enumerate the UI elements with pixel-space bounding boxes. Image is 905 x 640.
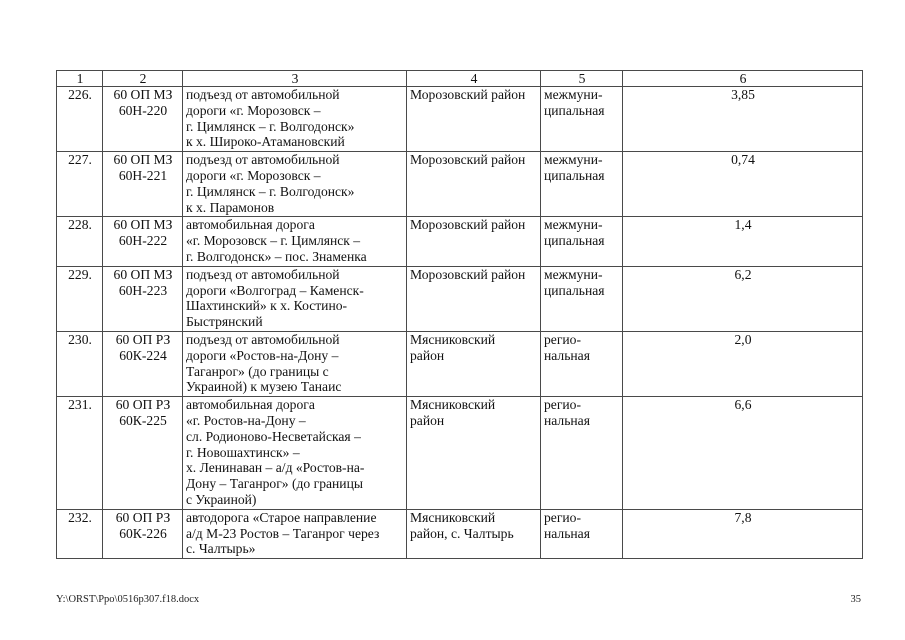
category-cell-line: регио- xyxy=(544,397,582,413)
length-cell: 6,6 xyxy=(623,397,863,510)
category-cell-line: межмуни- xyxy=(544,87,603,102)
row-number-cell: 230. xyxy=(57,331,103,396)
category-cell-line: регио- xyxy=(544,331,582,347)
table-row xyxy=(57,397,863,510)
road-code-cell-line: 60К-225 xyxy=(119,412,167,428)
district-cell-line: Мясниковский xyxy=(410,331,496,347)
road-code-cell xyxy=(103,331,183,396)
header-cell: 3 xyxy=(183,71,407,87)
road-name-cell-line: х. Ленинаван – а/д «Ростов-на- xyxy=(186,460,365,476)
road-name-cell-line: дороги «г. Морозовск – xyxy=(186,167,321,183)
road-name-cell-line: подъезд от автомобильной xyxy=(186,331,340,347)
road-name-cell xyxy=(183,266,407,331)
district-cell xyxy=(407,509,541,558)
road-name-cell-line: г. Цимлянск – г. Волгодонск» xyxy=(186,118,355,134)
table-row xyxy=(57,152,863,217)
row-number-cell: 228. xyxy=(57,217,103,266)
road-name-cell-line: «г. Ростов-на-Дону – xyxy=(186,412,306,428)
road-name-cell xyxy=(183,509,407,558)
category-cell xyxy=(541,397,623,510)
category-cell-line: регио- xyxy=(544,509,582,525)
road-code-cell-line: 60Н-220 xyxy=(118,102,168,118)
table-row xyxy=(57,217,863,266)
road-code-cell-line: 60 ОП МЗ xyxy=(113,266,173,282)
district-cell-line: район xyxy=(410,347,445,363)
table-row xyxy=(57,87,863,152)
table-row xyxy=(57,266,863,331)
road-name-cell-line: подъезд от автомобильной xyxy=(186,266,340,282)
category-cell-line: ципальная xyxy=(544,282,605,298)
table-row xyxy=(57,509,863,558)
road-code-cell-line: 60Н-221 xyxy=(118,167,168,183)
road-code-cell-line: 60 ОП МЗ xyxy=(113,87,173,102)
row-number-cell: 231. xyxy=(57,397,103,510)
road-name-cell-line: сл. Родионово-Несветайская – xyxy=(186,428,361,444)
category-cell-line: межмуни- xyxy=(544,152,603,168)
road-name-cell-line: автомобильная дорога xyxy=(186,217,315,233)
road-name-cell xyxy=(183,152,407,217)
length-cell: 1,4 xyxy=(623,217,863,266)
road-code-cell-line: 60 ОП РЗ xyxy=(115,397,171,413)
roads-table xyxy=(56,70,863,559)
category-cell xyxy=(541,266,623,331)
road-name-cell-line: Дону – Таганрог» (до границы xyxy=(186,476,363,492)
road-name-cell xyxy=(183,331,407,396)
district-cell-line: Морозовский район xyxy=(410,217,526,233)
road-code-cell-line: 60 ОП МЗ xyxy=(113,152,173,168)
district-cell-line: район xyxy=(410,412,445,428)
road-name-cell-line: с. Чалтырь» xyxy=(186,541,256,557)
category-cell xyxy=(541,152,623,217)
length-cell: 0,74 xyxy=(623,152,863,217)
header-cell: 2 xyxy=(103,71,183,87)
length-cell: 7,8 xyxy=(623,509,863,558)
category-cell-line: нальная xyxy=(544,412,590,428)
category-cell-line: нальная xyxy=(544,525,590,541)
footer-page-number: 35 xyxy=(850,594,861,605)
district-cell xyxy=(407,217,541,266)
table-row xyxy=(57,331,863,396)
length-cell: 3,85 xyxy=(623,87,863,152)
road-code-cell-line: 60Н-222 xyxy=(118,233,168,249)
category-cell-line: ципальная xyxy=(544,102,605,118)
road-name-cell-line: г. Волгодонск» – пос. Знаменка xyxy=(186,248,367,264)
road-name-cell-line: Украиной) к музею Танаис xyxy=(186,379,342,395)
road-code-cell xyxy=(103,217,183,266)
road-code-cell xyxy=(103,152,183,217)
category-cell xyxy=(541,509,623,558)
length-cell: 2,0 xyxy=(623,331,863,396)
district-cell xyxy=(407,397,541,510)
road-name-cell-line: к х. Парамонов xyxy=(186,199,275,215)
district-cell xyxy=(407,331,541,396)
road-code-cell-line: 60К-224 xyxy=(119,347,167,363)
road-code-cell-line: 60 ОП РЗ xyxy=(115,509,171,525)
road-name-cell-line: «г. Морозовск – г. Цимлянск – xyxy=(186,233,361,249)
road-code-cell xyxy=(103,397,183,510)
road-name-cell-line: а/д М-23 Ростов – Таганрог через xyxy=(186,525,380,541)
road-name-cell-line: г. Новошахтинск» – xyxy=(186,444,300,460)
district-cell-line: район, с. Чалтырь xyxy=(410,525,514,541)
district-cell xyxy=(407,87,541,152)
header-cell: 4 xyxy=(407,71,541,87)
road-name-cell-line: г. Цимлянск – г. Волгодонск» xyxy=(186,183,355,199)
length-cell: 6,2 xyxy=(623,266,863,331)
category-cell-line: межмуни- xyxy=(544,217,603,233)
road-name-cell xyxy=(183,217,407,266)
district-cell-line: Мясниковский xyxy=(410,397,496,413)
district-cell xyxy=(407,152,541,217)
road-code-cell-line: 60 ОП МЗ xyxy=(113,217,173,233)
category-cell-line: ципальная xyxy=(544,167,605,183)
road-name-cell-line: Шахтинский» к х. Костино- xyxy=(186,298,348,314)
category-cell xyxy=(541,217,623,266)
road-code-cell xyxy=(103,266,183,331)
district-cell xyxy=(407,266,541,331)
road-code-cell xyxy=(103,509,183,558)
road-name-cell-line: Таганрог» (до границы с xyxy=(186,363,329,379)
road-name-cell-line: подъезд от автомобильной xyxy=(186,87,340,102)
table-header-row xyxy=(57,71,863,87)
district-cell-line: Мясниковский xyxy=(410,509,496,525)
header-cell: 6 xyxy=(623,71,863,87)
road-code-cell xyxy=(103,87,183,152)
district-cell-line: Морозовский район xyxy=(410,87,526,102)
district-cell-line: Морозовский район xyxy=(410,266,526,282)
road-code-cell-line: 60Н-223 xyxy=(118,282,168,298)
category-cell xyxy=(541,331,623,396)
road-name-cell-line: дороги «г. Морозовск – xyxy=(186,102,321,118)
road-name-cell-line: дороги «Ростов-на-Дону – xyxy=(186,347,339,363)
road-name-cell xyxy=(183,87,407,152)
row-number-cell: 229. xyxy=(57,266,103,331)
row-number-cell: 232. xyxy=(57,509,103,558)
footer-file-path: Y:\ORST\Ppo\0516p307.f18.docx xyxy=(56,594,200,605)
district-cell-line: Морозовский район xyxy=(410,152,526,168)
road-code-cell-line: 60К-226 xyxy=(119,525,167,541)
road-name-cell xyxy=(183,397,407,510)
category-cell-line: межмуни- xyxy=(544,266,603,282)
road-code-cell-line: 60 ОП РЗ xyxy=(115,331,171,347)
header-cell: 1 xyxy=(57,71,103,87)
road-name-cell-line: к х. Широко-Атамановский xyxy=(186,134,345,150)
road-name-cell-line: автодорога «Старое направление xyxy=(186,509,377,525)
category-cell-line: нальная xyxy=(544,347,590,363)
road-name-cell-line: с Украиной) xyxy=(186,491,257,507)
row-number-cell: 227. xyxy=(57,152,103,217)
header-cell: 5 xyxy=(541,71,623,87)
category-cell xyxy=(541,87,623,152)
road-name-cell-line: подъезд от автомобильной xyxy=(186,152,340,168)
category-cell-line: ципальная xyxy=(544,233,605,249)
row-number-cell: 226. xyxy=(57,87,103,152)
road-name-cell-line: дороги «Волгоград – Каменск- xyxy=(186,282,364,298)
roads-table-body xyxy=(57,71,863,559)
road-name-cell-line: Быстрянский xyxy=(186,314,263,330)
road-name-cell-line: автомобильная дорога xyxy=(186,397,315,413)
